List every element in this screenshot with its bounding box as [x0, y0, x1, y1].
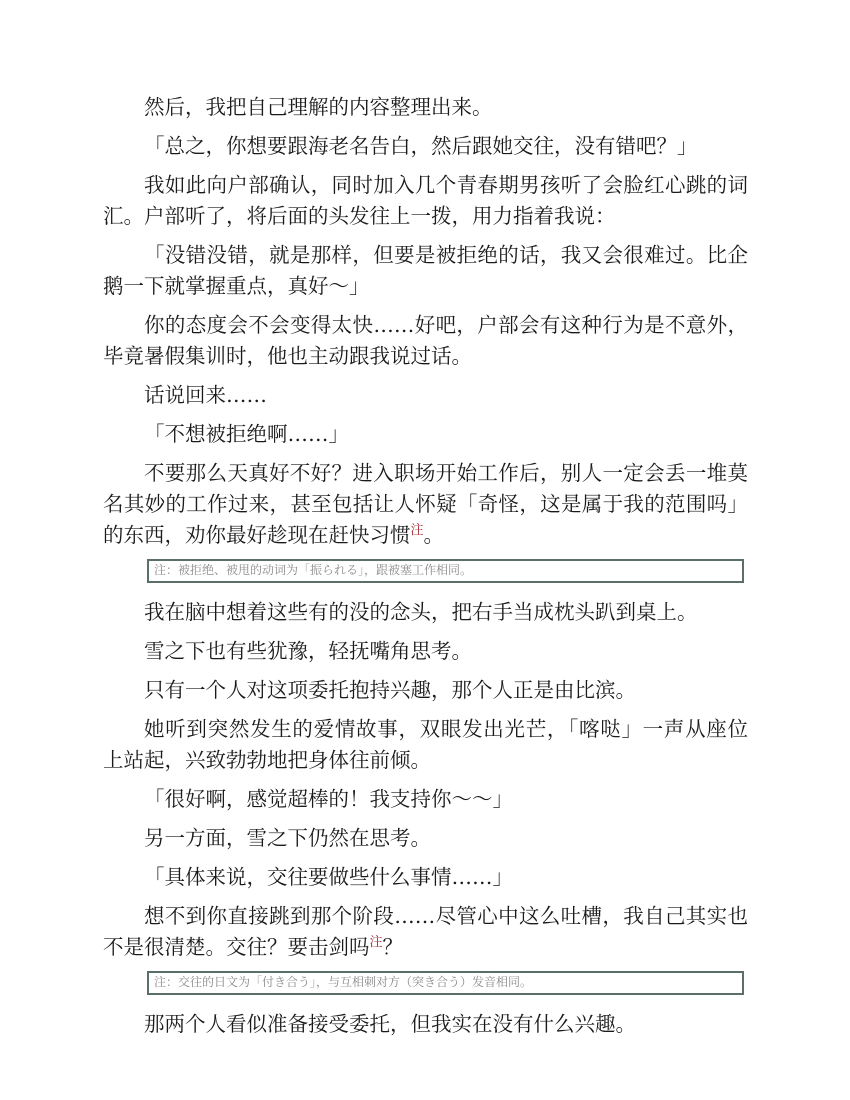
dialogue-paragraph: 「总之，你想要跟海老名告白，然后跟她交往，没有错吧？」 [144, 134, 698, 158]
paragraph-with-note [103, 458, 748, 551]
paragraph: 你的态度会不会变得太快……好吧，户部会有这种行为是不意外，毕竟暑假集训时，他也主动跟我说过话。 [103, 313, 748, 368]
paragraph-tail: 。 [423, 523, 445, 547]
footnote-mark[interactable]: 注 [410, 523, 424, 539]
document-page [103, 92, 748, 1048]
footnote-box: 注：交往的日文为「付き合う」，与互相刺对方（突き合う）发音相同。 [147, 971, 744, 995]
paragraph-text: 不要那么天真好不好？进入职场开始工作后，别人一定会丢一堆莫名其妙的工作过来，甚至包括让人怀疑「奇怪，这是属于我的范围吗」的东西，劝你最好趁现在赶快习惯 [103, 461, 748, 547]
paragraph: 那两个人看似准备接受委托，但我实在没有什么兴趣。 [144, 1012, 636, 1036]
footnote-mark[interactable]: 注 [369, 935, 383, 951]
paragraph-tail: ？ [382, 935, 404, 959]
paragraph: 只有一个人对这项委托抱持兴趣，那个人正是由比滨。 [144, 678, 636, 702]
paragraph: 她听到突然发生的爱情故事，双眼发出光芒，「喀哒」一声从座位上站起，兴致勃勃地把身体往前倾。 [103, 717, 748, 772]
dialogue-paragraph: 「不想被拒绝啊……」 [144, 422, 349, 446]
dialogue-paragraph: 「具体来说，交往要做些什么事情……」 [144, 865, 513, 889]
dialogue-paragraph: 「很好啊，感觉超棒的！我支持你～～」 [144, 787, 513, 811]
paragraph: 另一方面，雪之下仍然在思考。 [144, 826, 431, 850]
paragraph: 我如此向户部确认，同时加入几个青春期男孩听了会脸红心跳的词汇。户部听了，将后面的头发往上一拨，用力指着我说： [103, 173, 748, 228]
paragraph: 话说回来…… [144, 383, 267, 407]
footnote-box: 注：被拒绝、被甩的动词为「振られる」，跟被塞工作相同。 [147, 559, 744, 583]
paragraph-with-note [103, 901, 748, 963]
dialogue-paragraph: 「没错没错，就是那样，但要是被拒绝的话，我又会很难过。比企鹅一下就掌握重点，真好～」 [103, 243, 748, 298]
paragraph-text: 想不到你直接跳到那个阶段……尽管心中这么吐槽，我自己其实也不是很清楚。交往？要击剑吗 [103, 904, 748, 959]
paragraph: 雪之下也有些犹豫，轻抚嘴角思考。 [144, 639, 472, 663]
paragraph: 我在脑中想着这些有的没的念头，把右手当成枕头趴到桌上。 [144, 600, 698, 624]
paragraph: 然后，我把自己理解的内容整理出来。 [144, 95, 493, 119]
